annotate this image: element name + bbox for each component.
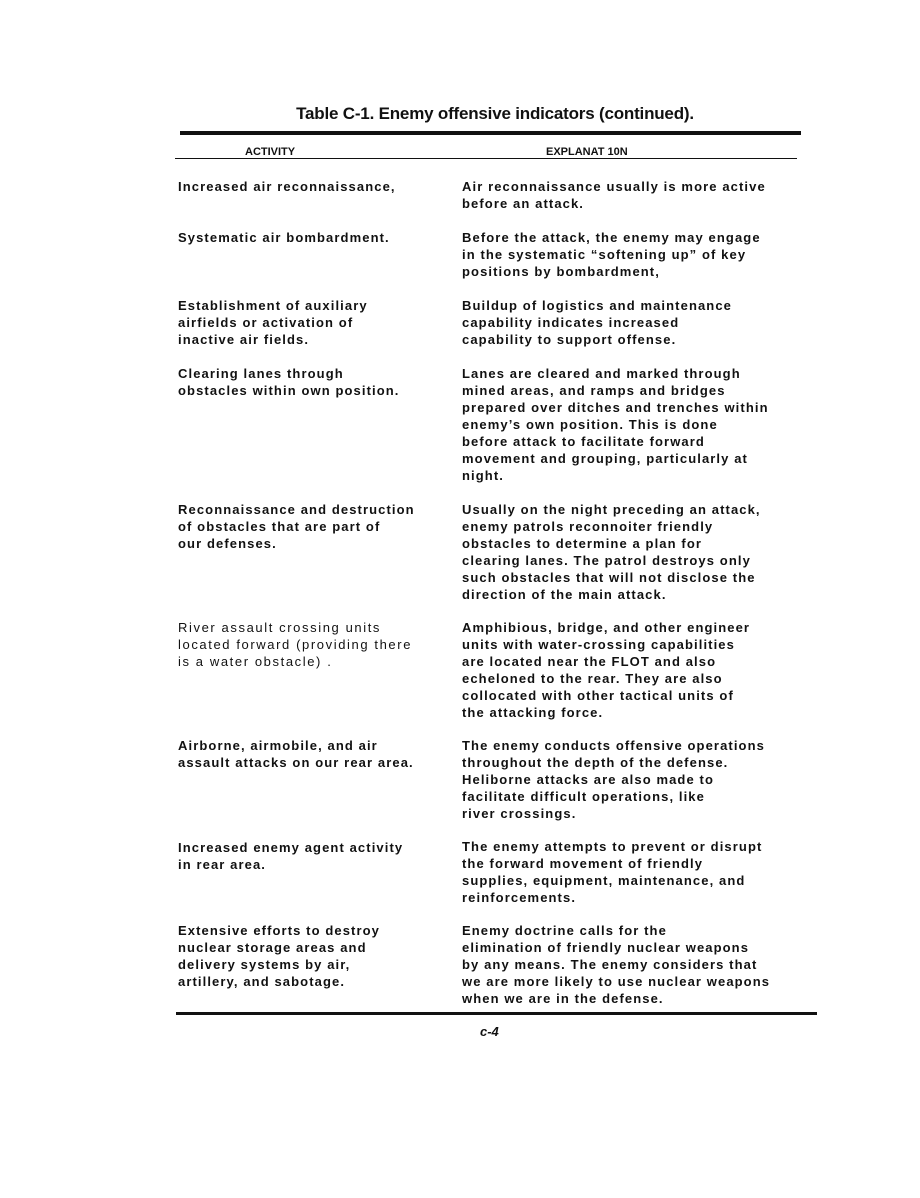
row-9-explanation: Enemy doctrine calls for the elimination of friendly nuclear weapons by any means. The enemy considers that we are more likely to use nuclear weapons when we are in the defense. xyxy=(462,923,771,1006)
header-rule xyxy=(175,158,797,159)
row-2-explanation: Before the attack, the enemy may engage in the systematic “softening up” of key positions by bombardment, xyxy=(462,230,761,279)
row-8-explanation: The enemy attempts to prevent or disrupt the forward movement of friendly supplies, equipment, maintenance, and reinforcements. xyxy=(462,839,763,905)
row-8-activity: Increased enemy agent activity in rear area. xyxy=(178,840,404,872)
row-3-explanation: Buildup of logistics and maintenance capability indicates increased capability to support offense. xyxy=(462,298,733,347)
row-9-activity: Extensive efforts to destroy nuclear storage areas and delivery systems by air, artillery, and sabotage. xyxy=(178,923,381,989)
row-1-activity: Increased air reconnaissance, xyxy=(178,179,396,194)
row-4-activity: Clearing lanes through obstacles within own position. xyxy=(178,366,400,398)
column-header-activity: ACTIVITY xyxy=(245,146,296,158)
column-header-explanation: EXPLANAT 10N xyxy=(546,146,628,158)
row-7-explanation: The enemy conducts offensive operations throughout the depth of the defense. Heliborne attacks are also made to facilitate difficult operations, like river crossings. xyxy=(462,738,765,821)
row-2-activity: Systematic air bombardment. xyxy=(178,230,390,245)
table-title: Table C-1. Enemy offensive indicators (continued). xyxy=(296,104,694,123)
page-number: c-4 xyxy=(480,1024,499,1039)
row-6-activity: River assault crossing units located forward (providing there is a water obstacle) . xyxy=(178,620,413,669)
row-5-explanation: Usually on the night preceding an attack, enemy patrols reconnoiter friendly obstacles to determine a plan for clearing lanes. The patrol destroys only such obstacles that will not disclose the direction of the main attack. xyxy=(462,502,761,602)
row-3-activity: Establishment of auxiliary airfields or activation of inactive air fields. xyxy=(178,298,368,347)
row-7-activity: Airborne, airmobile, and air assault attacks on our rear area. xyxy=(178,738,414,770)
table-bottom-rule xyxy=(176,1012,817,1015)
row-5-activity: Reconnaissance and destruction of obstacles that are part of our defenses. xyxy=(178,502,415,551)
table-top-rule xyxy=(180,131,801,135)
row-1-explanation: Air reconnaissance usually is more active before an attack. xyxy=(462,179,766,211)
row-4-explanation: Lanes are cleared and marked through mined areas, and ramps and bridges prepared over ditches and trenches within enemy’s own position. This is done before attack to facilitate forward movement and grouping, particularly at night. xyxy=(462,366,769,483)
row-6-explanation: Amphibious, bridge, and other engineer units with water-crossing capabilities are located near the FLOT and also echelоned to the rear. They are also collocated with other tactical units of the attacking force. xyxy=(462,620,751,720)
